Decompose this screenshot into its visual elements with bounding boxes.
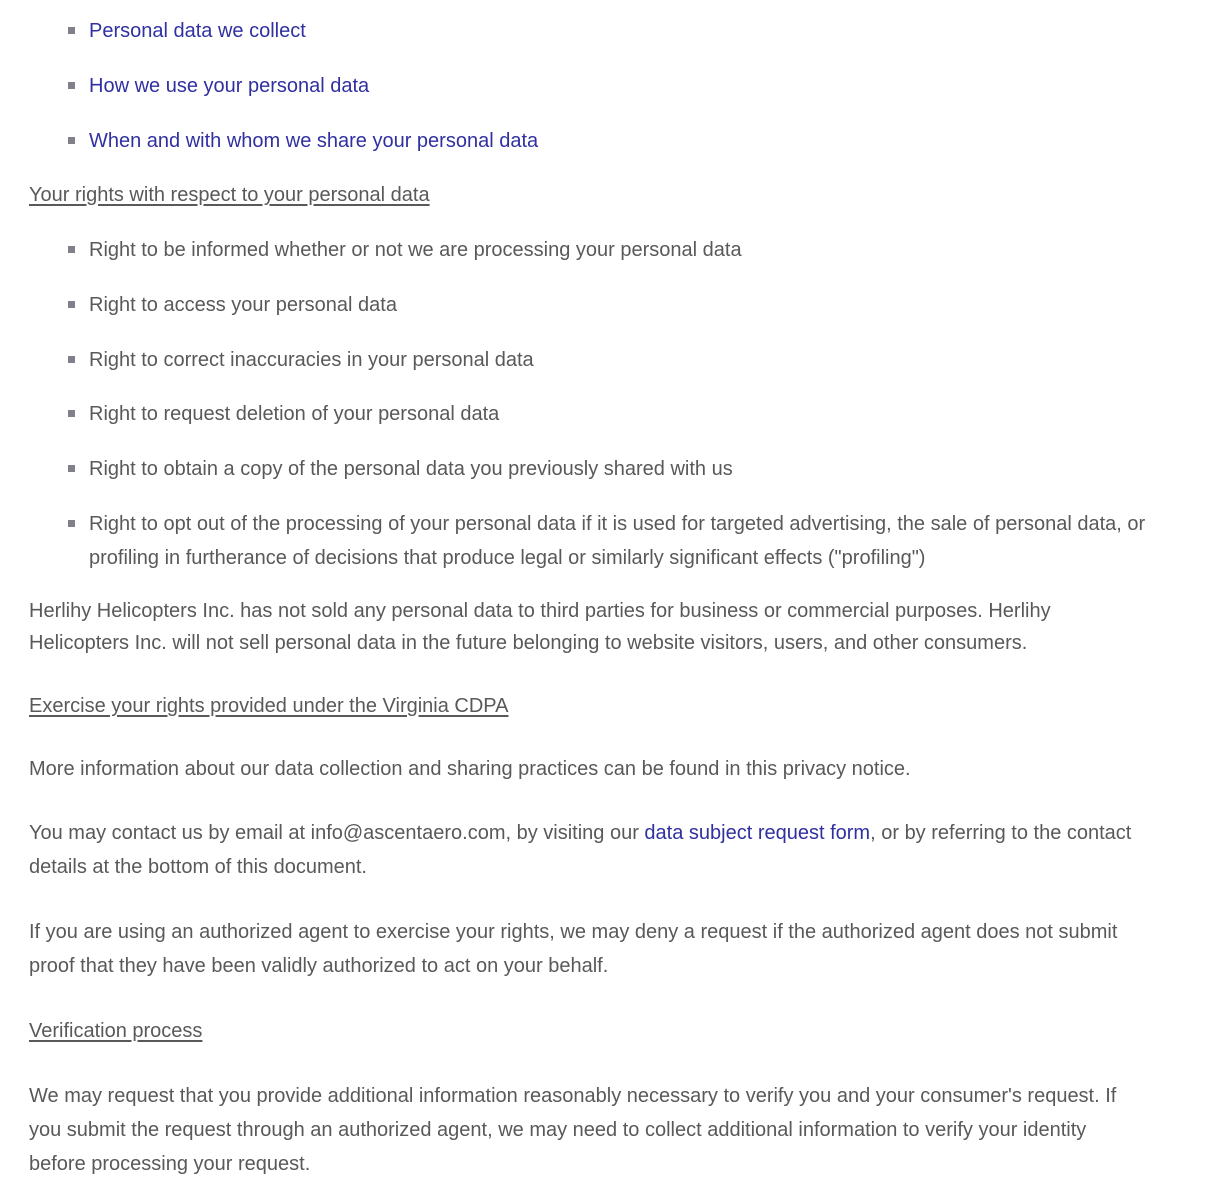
contact-paragraph [29,816,1139,884]
more-info-text: More information about our data collection and sharing practices can be found in this privacy notice. [29,758,911,780]
right-text: Right to access your personal data [89,294,397,316]
square-bullet-icon [68,465,75,472]
right-text: Right to opt out of the processing of your personal data if it is used for targeted advertising, the sale of personal data, or profiling in furtherance of decisions that produce legal or similarly significant effects ("profiling") [89,513,1146,569]
square-bullet-icon [68,137,75,144]
exercise-heading: Exercise your rights provided under the Virginia CDPA [29,695,509,717]
toc-item-how-we-use [89,69,1149,103]
verification-text: We may request that you provide additional information reasonably necessary to verify you and your consumer's request. If you submit the request through an authorized agent, we may need to collect additional information to verify your identity before processing your request. [29,1085,1117,1175]
verification-heading: Verification process [29,1020,203,1042]
right-text: Right to correct inaccuracies in your personal data [89,349,534,371]
toc-item-sharing [89,124,1149,158]
right-text: Right to obtain a copy of the personal data you previously shared with us [89,458,733,480]
square-bullet-icon [68,410,75,417]
right-item-informed [89,233,1149,267]
square-bullet-icon [68,301,75,308]
square-bullet-icon [68,520,75,527]
right-item-deletion [89,397,1149,431]
toc-link-how-we-use[interactable]: How we use your personal data [89,75,370,97]
toc-item-personal-data-collected [89,14,1149,48]
data-subject-request-form-link[interactable]: data subject request form [644,822,871,844]
toc-link-sharing[interactable]: When and with whom we share your personal data [89,130,539,152]
right-text: Right to request deletion of your personal data [89,403,500,425]
authorized-agent-text: If you are using an authorized agent to exercise your rights, we may deny a request if the authorized agent does not submit proof that they have been validly authorized to act on your behalf. [29,921,1118,977]
contact-text-prefix: You may contact us by email at info@ascentaero.com, by visiting our [29,822,645,844]
toc-link-personal-data-collected[interactable]: Personal data we collect [89,20,306,42]
right-item-opt-out [89,507,1149,575]
right-item-access [89,288,1149,322]
right-text: Right to be informed whether or not we are processing your personal data [89,239,742,261]
sale-statement: Herlihy Helicopters Inc. has not sold any personal data to third parties for business or commercial purposes. Herlihy Helicopters Inc. will not sell personal data in the future belonging to website visitors, users, and other consumers. [29,600,1051,654]
square-bullet-icon [68,246,75,253]
right-item-copy [89,452,1149,486]
rights-heading: Your rights with respect to your personal data [29,184,430,206]
right-item-correct [89,343,1149,377]
square-bullet-icon [68,356,75,363]
square-bullet-icon [68,27,75,34]
contact-text-suffix: , or by referring to the contact details at the bottom of this document. [29,822,1132,878]
square-bullet-icon [68,82,75,89]
